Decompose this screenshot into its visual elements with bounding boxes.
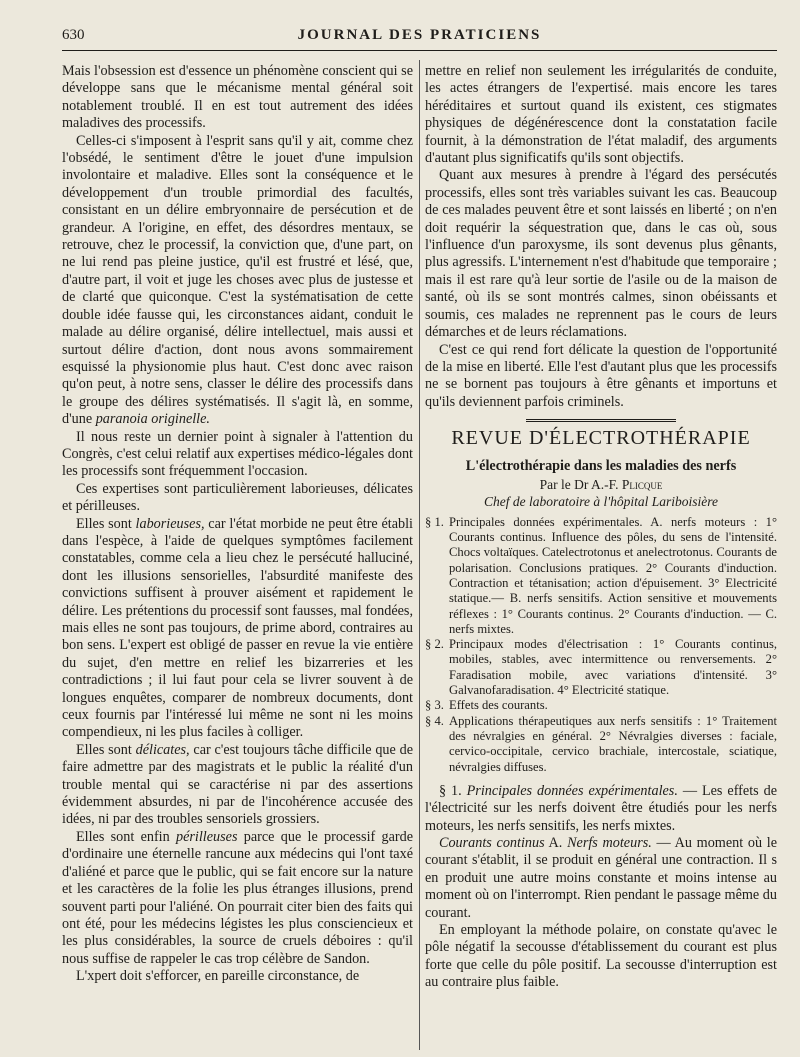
paragraph: Elles sont laborieuses, car l'état morbide ne peut être établi dans l'espèce, à l'aide de quelques symptômes facilement constatables, comme cela a lieu chez le persécuté halluciné, dont les illusions sensorielles, l'absurdité manifeste des convictions suffisent à prouver aisément et rapidement le délire. Les prétentions du processif sont fausses, mal fondées, mais elles ne sont pas toujours, de prime abord, contraires au bon sens. L'expert est obligé de passer en revue la vie entière du sujet, d'en mettre en relief les bizarreries et les contradictions ; il lui faut pour cela se livrer souvent à de longues enquêtes, comparer de nombreux documents, dont ceux fournis par l'intéressé lui même ne sont ni les moins compendieux, ni les plus faciles à colliger. [62,515,413,741]
toc-item: § 1. Principales données expérimentales. A. nerfs moteurs : 1° Courants continus. Influence des pôles, du sens de l'intensité. Chocs voltaïques. Catelectrotonus et anelectrotonus. Courants de polarisation. Conclusions pratiques. 2° Courants d'induction. Contraction et tétanisation; action d'épuisement. 3° Electricité statique.— B. nerfs sensitifs. Action sensitive et mouvements réflexes : 1° Courants continus. 2° Courants d'induction. — C. nerfs mixtes. [425,514,777,636]
table-of-contents [425,515,777,775]
paragraph: § 1. Principales données expérimentales. — Les effets de l'électricité sur les nerfs doivent être étudiés pour les nerfs moteurs, les nerfs sensitifs, les nerfs mixtes. [425,782,777,834]
column-divider [419,60,420,1050]
author-role: Chef de laboratoire à l'hôpital Lariboisière [483,494,718,510]
paragraph: mettre en relief non seulement les irrégularités de conduite, les actes étrangers de l'expertisé. mais encore les tares héréditaires et surtout quand ils existent, ces stigmates physiques de dégénérescence dont la constatation facile fournit, à la démonstration de l'état maladif, des arguments d'autant plus significatifs qu'ils sont objectifs. [425,63,777,167]
byline: Par le Dr A.-F. Plicque [539,476,663,492]
paragraph: Elles sont enfin périlleuses parce que le processif garde d'ordinaire une éternelle rancune aux médecins qui l'ont taxé d'aliéné et parce que le public, qui se fait encore sur la nature et les caractères de la folie les plus étranges illusions, prend souvent parti pour l'aliéné. On pourrait citer bien des faits qui ont été, pour les médecins légistes les plus consciencieux et les plus considérables, la source de cruels déboires : qu'il nous suffise de rappeler le cas trop célèbre de Sandon. [62,828,414,967]
page-header [62,27,777,49]
paragraph: Elles sont délicates, car c'est toujours tâche difficile que de faire admettre par des magistrats et le public la réalité d'un trouble mental qui se caractérise ni par des assertions évidemment absurdes, ni par de l'incohérence accusée des idées, ni par des troubles sensoriels grossiers. [62,741,414,828]
paragraph: Celles-ci s'imposent à l'esprit sans qu'il y ait, comme chez l'obsédé, le sentiment d'être le jouet d'une impulsion involontaire et maladive. Elles sont la conséquence et le développement d'un trouble primordial des facultés, consistant en un délire embryonnaire de persécution et de grandeur. A l'origine, en effet, des désordres mentaux, se retrouve, chez le processif, la conviction que, d'une part, on ne lui rend pas pleine justice, qu'il est frustré et lésé, que, d'autre part, il voit et juge les choses avec plus de justesse et de clarté que quiconque. C'est la systématisation de cette double idée fausse qui, les circonstances aidant, conduit le malade au délire organisé, délire intellectuel, mais aussi et surtout délire d'action, dont nous avons sommairement esquissé la physionomie plus haut. C'est donc avec raison qu'on peut, à notre sens, classer le délire des processifs dans le groupe des délires systématisés. Il s'agit là, en somme, d'une paranoia originelle. [62,132,413,428]
toc-item: § 4. Applications thérapeutiques aux nerfs sensitifs : 1° Traitement des névralgies en général. 2° Névralgies diverses : faciale, cervico-occipitale, cervico brachiale, intercostale, sciatique, névralgies diffuses. [425,713,777,774]
page-number: 630 [62,27,85,43]
paragraph: L'xpert doit s'efforcer, en pareille circonstance, de [76,968,360,985]
journal-title: JOURNAL DES PRATICIENS [297,27,542,43]
paragraph: Courants continus A. Nerfs moteurs. — Au moment où le courant s'établit, il se produit en général une contraction. Il s en produit une autre moins constante et moins intense au moment où on l'interrompt. Rien pendant le passage même du courant. [425,835,778,921]
section-title: REVUE D'ÉLECTROTHÉRAPIE [451,427,751,450]
toc-item: § 3. Effets des courants. [425,698,548,713]
right-column [425,63,777,992]
left-column [62,63,413,986]
article-title: L'électrothérapie dans les maladies des nerfs [465,457,737,474]
paragraph: C'est ce qui rend fort délicate la question de l'opportunité de la mise en liberté. Elle l'est d'autant plus que les processifs ne se bornent pas toujours à être gênants et importuns et qu'ils deviennent parfois criminels. [425,341,777,410]
paragraph: Ces expertises sont particulièrement laborieuses, délicates et périlleuses. [62,480,413,515]
section-rule [526,419,676,422]
header-rule [62,50,777,51]
paragraph: En employant la méthode polaire, on constate qu'avec le pôle négatif la secousse d'établissement du courant est plus forte que celle du pôle positif. La secousse d'interruption est au contraire plus faible. [425,922,777,991]
paragraph: Quant aux mesures à prendre à l'égard des persécutés processifs, elles sont très variables suivant les cas. Beaucoup de ces malades peuvent être et sont laissés en liberté ; on n'en doit requérir la séquestration que, dans le cas où, sous l'influence d'un paroxysme, ils sont devenus plus gênants, plus agressifs. L'internement n'est d'habitude que temporaire ; mais il est rare qu'à leur sortie de l'asile ou de la maison de santé, où ils se sont montrés calmes, sinon obéissants et soumis, ces malades ne reprennent pas le cours de leurs démarches et de leurs réclamations. [425,167,777,341]
paragraph: Mais l'obsession est d'essence un phénomène conscient qui se développe sans que le mécanisme mental général soit notablement troublé. Il en est tout autrement des idées maladives des processifs. [62,63,413,132]
paragraph: Il nous reste un dernier point à signaler à l'attention du Congrès, c'est celui relatif aux expertises médico-légales dont les processifs sont fréquemment l'occasion. [62,428,413,480]
toc-item: § 2. Principaux modes d'électrisation : 1° Courants continus, mobiles, stables, avec intermittence ou renversements. 2° Faradisation mobile, avec variations d'intensité. 3° Galvanofaradisation. 4° Electricité statique. [425,637,777,698]
